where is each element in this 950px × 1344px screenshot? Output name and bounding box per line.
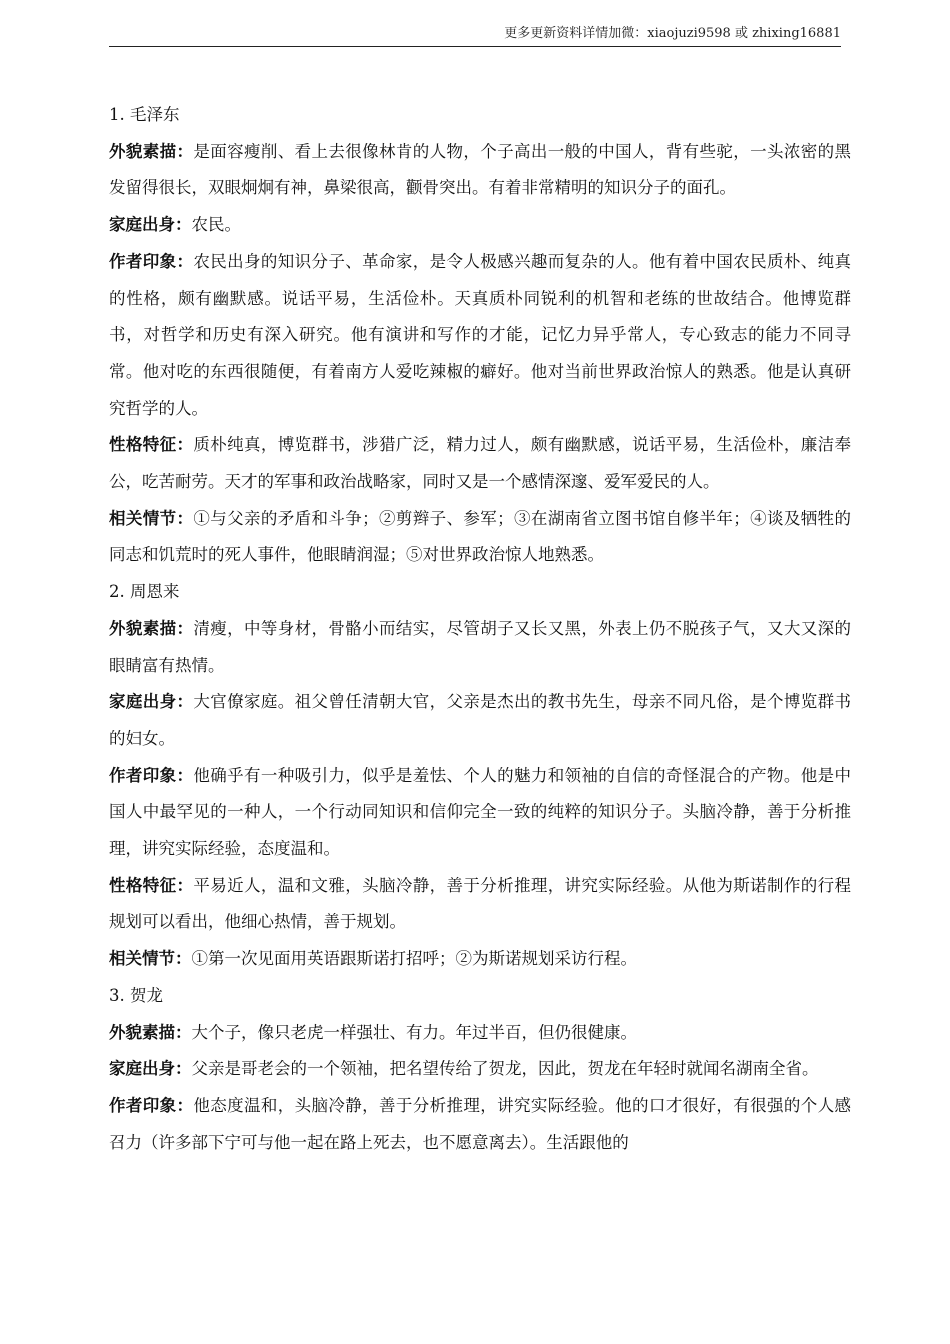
impression-text: 农民出身的知识分子、革命家，是令人极感兴趣而复杂的人。他有着中国农民质朴、纯真的性格，颇有幽默感。说话平易，生活俭朴。天真质朴同锐利的机智和老练的世故结合。他博览群书，对哲学和历史有深入研究。他有演讲和写作的才能，记忆力异乎常人，专心致志的能力不同寻常。他对吃的东西很随便，有着南方人爱吃辣椒的癖好。他对当前世界政治惊人的熟悉。他是认真研究哲学的人。 (109, 251, 852, 418)
appearance-paragraph (109, 134, 851, 207)
appearance-text: 大个子，像只老虎一样强壮、有力。年过半百，但仍很健康。 (191, 1022, 637, 1042)
page-header: 更多更新资料详情加微：xiaojuzi9598 或 zhixing16881 (109, 22, 841, 47)
appearance-label: 外貌素描： (109, 618, 194, 638)
traits-label: 性格特征： (109, 435, 194, 455)
traits-text: 质朴纯真，博览群书，涉猎广泛，精力过人，颇有幽默感，说话平易，生活俭朴，廉洁奉公，吃苦耐劳。天才的军事和政治战略家，同时又是一个感情深邃、爱军爱民的人。 (109, 435, 852, 492)
section-title: 1. 毛泽东 (109, 105, 180, 124)
impression-label: 作者印象： (109, 1095, 194, 1115)
traits-label: 性格特征： (109, 875, 194, 895)
appearance-paragraph (109, 611, 851, 684)
family-label: 家庭出身： (109, 1059, 192, 1079)
impression-label: 作者印象： (109, 765, 194, 785)
family-label: 家庭出身： (109, 215, 192, 235)
impression-text: 他确乎有一种吸引力，似乎是羞怯、个人的魅力和领袖的自信的奇怪混合的产物。他是中国人中最罕见的一种人，一个行动同知识和信仰完全一致的纯粹的知识分子。头脑冷静，善于分析推理，讲究实际经验，态度温和。 (109, 765, 852, 859)
traits-text: 平易近人，温和文雅，头脑冷静，善于分析推理，讲究实际经验。从他为斯诺制作的行程规划可以看出，他细心热情，善于规划。 (109, 875, 852, 932)
impression-label: 作者印象： (109, 251, 194, 271)
family-paragraph (109, 1051, 851, 1088)
appearance-text: 是面容瘦削、看上去很像林肯的人物，个子高出一般的中国人，背有些驼，一头浓密的黑发留得很长，双眼炯炯有神，鼻梁很高，颧骨突出。有着非常精明的知识分子的面孔。 (109, 141, 852, 198)
document-body (109, 97, 851, 1161)
family-text: 父亲是哥老会的一个领袖，把名望传给了贺龙，因此，贺龙在年轻时就闻名湖南全省。 (191, 1059, 819, 1079)
plots-label: 相关情节： (109, 949, 192, 969)
plots-text: ①第一次见面用英语跟斯诺打招呼；②为斯诺规划采访行程。 (191, 949, 637, 969)
family-text: 农民。 (191, 215, 241, 235)
family-text: 大官僚家庭。祖父曾任清朝大官，父亲是杰出的教书先生，母亲不同凡俗，是个博览群书的妇女。 (109, 692, 852, 748)
impression-paragraph (109, 1088, 851, 1161)
family-paragraph (109, 207, 851, 244)
appearance-label: 外貌素描： (109, 1022, 192, 1042)
section-title: 3. 贺龙 (109, 985, 163, 1005)
traits-paragraph (109, 868, 851, 941)
impression-paragraph (109, 758, 851, 868)
impression-paragraph (109, 244, 851, 428)
family-paragraph (109, 684, 851, 757)
plots-label: 相关情节： (109, 508, 194, 528)
plots-text: ①与父亲的矛盾和斗争；②剪辫子、参军；③在湖南省立图书馆自修半年；④谈及牺牲的同志和饥荒时的死人事件，他眼睛润湿；⑤对世界政治惊人地熟悉。 (109, 508, 852, 565)
appearance-text: 清瘦，中等身材，骨骼小而结实，尽管胡子又长又黑，外表上仍不脱孩子气，又大又深的眼睛富有热情。 (109, 618, 852, 675)
plots-paragraph (109, 941, 851, 978)
appearance-label: 外貌素描： (109, 141, 194, 161)
section-title: 2. 周恩来 (109, 582, 180, 602)
plots-paragraph (109, 501, 851, 574)
traits-paragraph (109, 427, 851, 500)
family-label: 家庭出身： (109, 692, 194, 712)
impression-text: 他态度温和，头脑冷静，善于分析推理，讲究实际经验。他的口才很好，有很强的个人感召力（许多部下宁可与他一起在路上死去，也不愿意离去）。生活跟他的 (109, 1095, 852, 1152)
appearance-paragraph (109, 1015, 851, 1052)
